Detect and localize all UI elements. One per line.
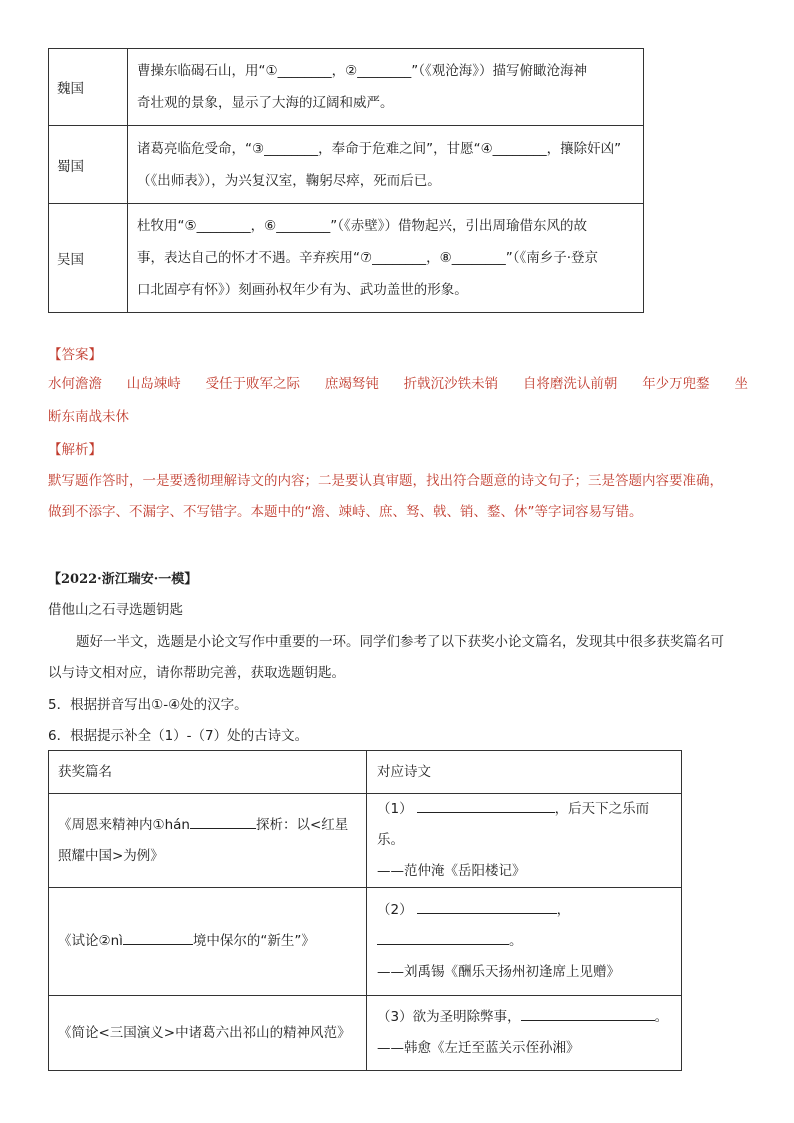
cell-text: 境中保尔的“新生”》 [192, 933, 315, 949]
intro-text: 题好一半文，选题是小论文写作中重要的一环。同学们参考了以下获奖小论文篇名，发现其中很多获奖篇名可 [76, 634, 724, 650]
fill-blank[interactable] [190, 814, 256, 829]
table-row [49, 794, 682, 888]
fill-blank[interactable] [417, 899, 557, 914]
table-row [49, 126, 644, 204]
content-cell [128, 126, 644, 204]
table-header-row [49, 751, 682, 794]
table-row [49, 49, 644, 126]
cell-text: ， [556, 902, 571, 918]
answer-item: 自将磨洗认前朝 [522, 376, 618, 392]
answer-item: 折戟沉沙铁未销 [403, 376, 499, 392]
cell-text: 《试论②nì [58, 933, 123, 949]
cell-text: 《简论<三国演义>中诸葛六出祁山的精神风范》 [58, 1024, 351, 1041]
cell-text: 。 [654, 1009, 669, 1025]
section-title: 借他山之石寻选题钥匙 [48, 602, 183, 618]
cell-text: ，后天下之乐而乐。 [377, 801, 650, 848]
cell-text: 事，表达自己的怀才不遇。辛弃疾用“⑦________，⑧________”（《南乡子·登京 [137, 250, 598, 266]
poem-cell [367, 794, 682, 888]
title-cell [49, 996, 367, 1071]
cell-text: 曹操东临碣石山，用“①________，②________”（《观沧海》）描写俯瞰沧海神 [137, 63, 587, 79]
poem-cell [367, 888, 682, 996]
answer-item: 年少万兜鍪 [642, 376, 710, 392]
cell-text: 杜牧用“⑤________，⑥________”（《赤壁》）借物起兴，引出周瑜借东风的故 [137, 218, 587, 234]
cell-text: 诸葛亮临危受命，“③________，奉命于危难之间”，甘愿“④________，攘除奸凶” [137, 140, 622, 157]
intro-text: 以与诗文相对应，请你帮助完善，获取选题钥匙。 [48, 665, 345, 681]
cell-text: ——范仲淹《岳阳楼记》 [377, 863, 526, 879]
cell-text: 。 [509, 933, 523, 949]
source-tag: 【2022·浙江瑞安·一模】 [48, 572, 198, 587]
poem-cell [367, 996, 682, 1071]
answer-item: 受任于败军之际 [205, 376, 301, 392]
answer-label: 【答案】 [48, 347, 102, 363]
question-6: 6．根据提示补全（1）-（7）处的古诗文。 [48, 728, 309, 744]
title-cell [49, 888, 367, 996]
answer-item: 庶竭驽钝 [324, 376, 379, 392]
fill-blank[interactable] [123, 930, 193, 945]
cell-text: 照耀中国>为例》 [58, 847, 164, 864]
analysis-text: 做到不添字、不漏字、不写错字。本题中的“澹、竦峙、庶、驽、戟、销、鍪、休”等字词容易写错。 [48, 504, 643, 520]
content-cell [128, 49, 644, 126]
analysis-label: 【解析】 [48, 442, 102, 458]
table-row [49, 204, 644, 313]
cell-text: 口北固亭有怀》）刻画孙权年少有为、武功盖世的形象。 [137, 282, 468, 298]
column-header: 获奖篇名 [49, 751, 367, 794]
answer-line [48, 372, 748, 392]
content-cell [128, 204, 644, 313]
answer-tail: 断东南战未休 [48, 409, 129, 425]
cell-text: 《周恩来精神内①hán [58, 816, 190, 833]
table-row [49, 888, 682, 996]
answer-item: 山岛竦峙 [126, 376, 181, 392]
table-row [49, 996, 682, 1071]
answer-item: 水何澹澹 [48, 376, 102, 392]
question-5: 5．根据拼音写出①-④处的汉字。 [48, 697, 248, 713]
poetry-table [48, 48, 644, 313]
analysis-text: 默写题作答时，一是要透彻理解诗文的内容；二是要认真审题，找出符合题意的诗文句子；三是答题内容要准确， [48, 473, 723, 489]
award-table [48, 750, 682, 1071]
state-cell: 魏国 [49, 49, 128, 126]
fill-blank[interactable] [417, 798, 555, 813]
state-cell: 吴国 [49, 204, 128, 313]
cell-text: 奇壮观的景象，显示了大海的辽阔和威严。 [137, 95, 394, 111]
cell-text: （2） [377, 902, 413, 918]
column-header: 对应诗文 [367, 751, 682, 794]
cell-text: （1） [377, 801, 413, 817]
state-cell: 蜀国 [49, 126, 128, 204]
cell-text: ——刘禹锡《酬乐天扬州初逢席上见赠》 [377, 964, 620, 980]
fill-blank[interactable] [521, 1006, 655, 1021]
cell-text: （3）欲为圣明除弊事， [377, 1009, 521, 1025]
fill-blank[interactable] [377, 930, 509, 945]
cell-text: 探析：以<红星 [256, 816, 349, 833]
cell-text: ——韩愈《左迁至蓝关示侄孙湘》 [377, 1040, 580, 1056]
answer-item: 坐 [734, 376, 748, 392]
cell-text: （《出师表》），为兴复汉室，鞠躬尽瘁，死而后已。 [137, 172, 441, 189]
title-cell [49, 794, 367, 888]
